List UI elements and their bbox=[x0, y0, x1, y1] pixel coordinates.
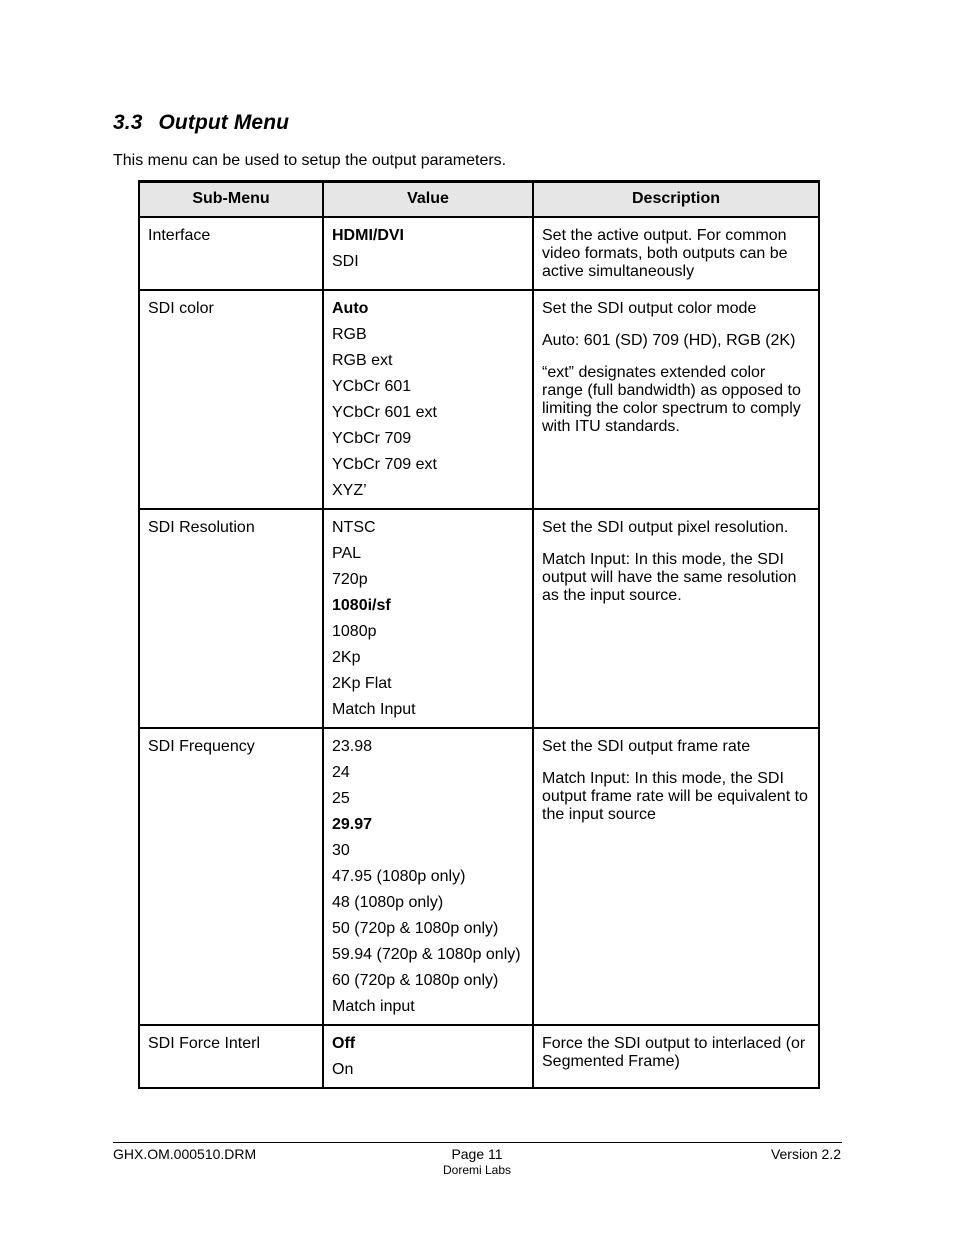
submenu-cell: SDI Resolution bbox=[139, 509, 323, 728]
footer-company: Doremi Labs bbox=[442, 1163, 512, 1177]
value-option: SDI bbox=[332, 252, 359, 270]
value-option: Match input bbox=[332, 997, 415, 1015]
value-option: 60 (720p & 1080p only) bbox=[332, 971, 499, 989]
table-row bbox=[139, 1025, 819, 1088]
value-option: Auto bbox=[332, 299, 369, 317]
description-cell bbox=[533, 217, 819, 290]
value-cell bbox=[323, 728, 533, 1025]
description-paragraph: Set the SDI output frame rate bbox=[542, 737, 751, 755]
value-option: Match Input bbox=[332, 700, 416, 718]
footer-version: Version 2.2 bbox=[770, 1146, 841, 1162]
value-option: 1080p bbox=[332, 622, 377, 640]
value-cell bbox=[323, 509, 533, 728]
value-option: RGB bbox=[332, 325, 367, 343]
value-option: PAL bbox=[332, 544, 362, 562]
value-option: 29.97 bbox=[332, 815, 373, 833]
value-cell bbox=[323, 217, 533, 290]
footer-divider bbox=[113, 1142, 842, 1143]
value-option: NTSC bbox=[332, 518, 376, 536]
description-paragraph: Auto: 601 (SD) 709 (HD), RGB (2K) bbox=[542, 331, 796, 349]
table-row bbox=[139, 509, 819, 728]
value-option: HDMI/DVI bbox=[332, 226, 404, 244]
value-option: RGB ext bbox=[332, 351, 393, 369]
value-option: YCbCr 709 ext bbox=[332, 455, 437, 473]
section-number: 3.3 bbox=[113, 111, 143, 134]
value-option: 24 bbox=[332, 763, 350, 781]
value-option: Off bbox=[332, 1034, 356, 1052]
description-paragraph: Set the SDI output pixel resolution. bbox=[542, 518, 789, 536]
submenu-cell: SDI Force Interl bbox=[139, 1025, 323, 1088]
value-option: 48 (1080p only) bbox=[332, 893, 444, 911]
description-paragraph: Set the active output. For common video formats, both outputs can be active simultaneously bbox=[542, 226, 788, 280]
value-option: 30 bbox=[332, 841, 350, 859]
description-cell bbox=[533, 1025, 819, 1088]
footer-doc-id: GHX.OM.000510.DRM bbox=[113, 1146, 257, 1162]
table-row bbox=[139, 290, 819, 509]
value-option: 720p bbox=[332, 570, 368, 588]
description-paragraph: Match Input: In this mode, the SDI output will have the same resolution as the input source. bbox=[542, 550, 797, 604]
submenu-cell: SDI Frequency bbox=[139, 728, 323, 1025]
submenu-cell: SDI color bbox=[139, 290, 323, 509]
value-option: 25 bbox=[332, 789, 350, 807]
value-option: XYZ’ bbox=[332, 481, 367, 499]
value-option: YCbCr 709 bbox=[332, 429, 412, 447]
header-description: Description bbox=[533, 182, 819, 217]
intro-text: This menu can be used to setup the output parameters. bbox=[113, 152, 507, 169]
value-option: 50 (720p & 1080p only) bbox=[332, 919, 499, 937]
description-paragraph: Force the SDI output to interlaced (or Segmented Frame) bbox=[542, 1034, 806, 1070]
output-menu-table bbox=[138, 180, 820, 1089]
table-row bbox=[139, 217, 819, 290]
description-paragraph: Match Input: In this mode, the SDI output frame rate will be equivalent to the input source bbox=[542, 769, 808, 823]
value-option: YCbCr 601 ext bbox=[332, 403, 437, 421]
value-option: 1080i/sf bbox=[332, 596, 391, 614]
section-heading bbox=[113, 111, 289, 135]
value-option: On bbox=[332, 1060, 354, 1078]
header-submenu: Sub-Menu bbox=[139, 182, 323, 217]
value-option: 2Kp Flat bbox=[332, 674, 392, 692]
table-row bbox=[139, 728, 819, 1025]
value-cell bbox=[323, 290, 533, 509]
footer-page-number: Page 11 bbox=[451, 1146, 503, 1162]
value-option: 2Kp bbox=[332, 648, 361, 666]
description-cell bbox=[533, 728, 819, 1025]
value-option: 23.98 bbox=[332, 737, 373, 755]
value-cell bbox=[323, 1025, 533, 1088]
description-cell bbox=[533, 290, 819, 509]
value-option: YCbCr 601 bbox=[332, 377, 412, 395]
submenu-cell: Interface bbox=[139, 217, 323, 290]
description-paragraph: Set the SDI output color mode bbox=[542, 299, 757, 317]
value-option: 47.95 (1080p only) bbox=[332, 867, 466, 885]
section-title: Output Menu bbox=[158, 111, 290, 134]
description-paragraph: “ext” designates extended color range (full bandwidth) as opposed to limiting the color spectrum to comply with ITU standards. bbox=[542, 363, 801, 435]
description-cell bbox=[533, 509, 819, 728]
table-header-row bbox=[139, 182, 819, 217]
value-option: 59.94 (720p & 1080p only) bbox=[332, 945, 521, 963]
header-value: Value bbox=[323, 182, 533, 217]
